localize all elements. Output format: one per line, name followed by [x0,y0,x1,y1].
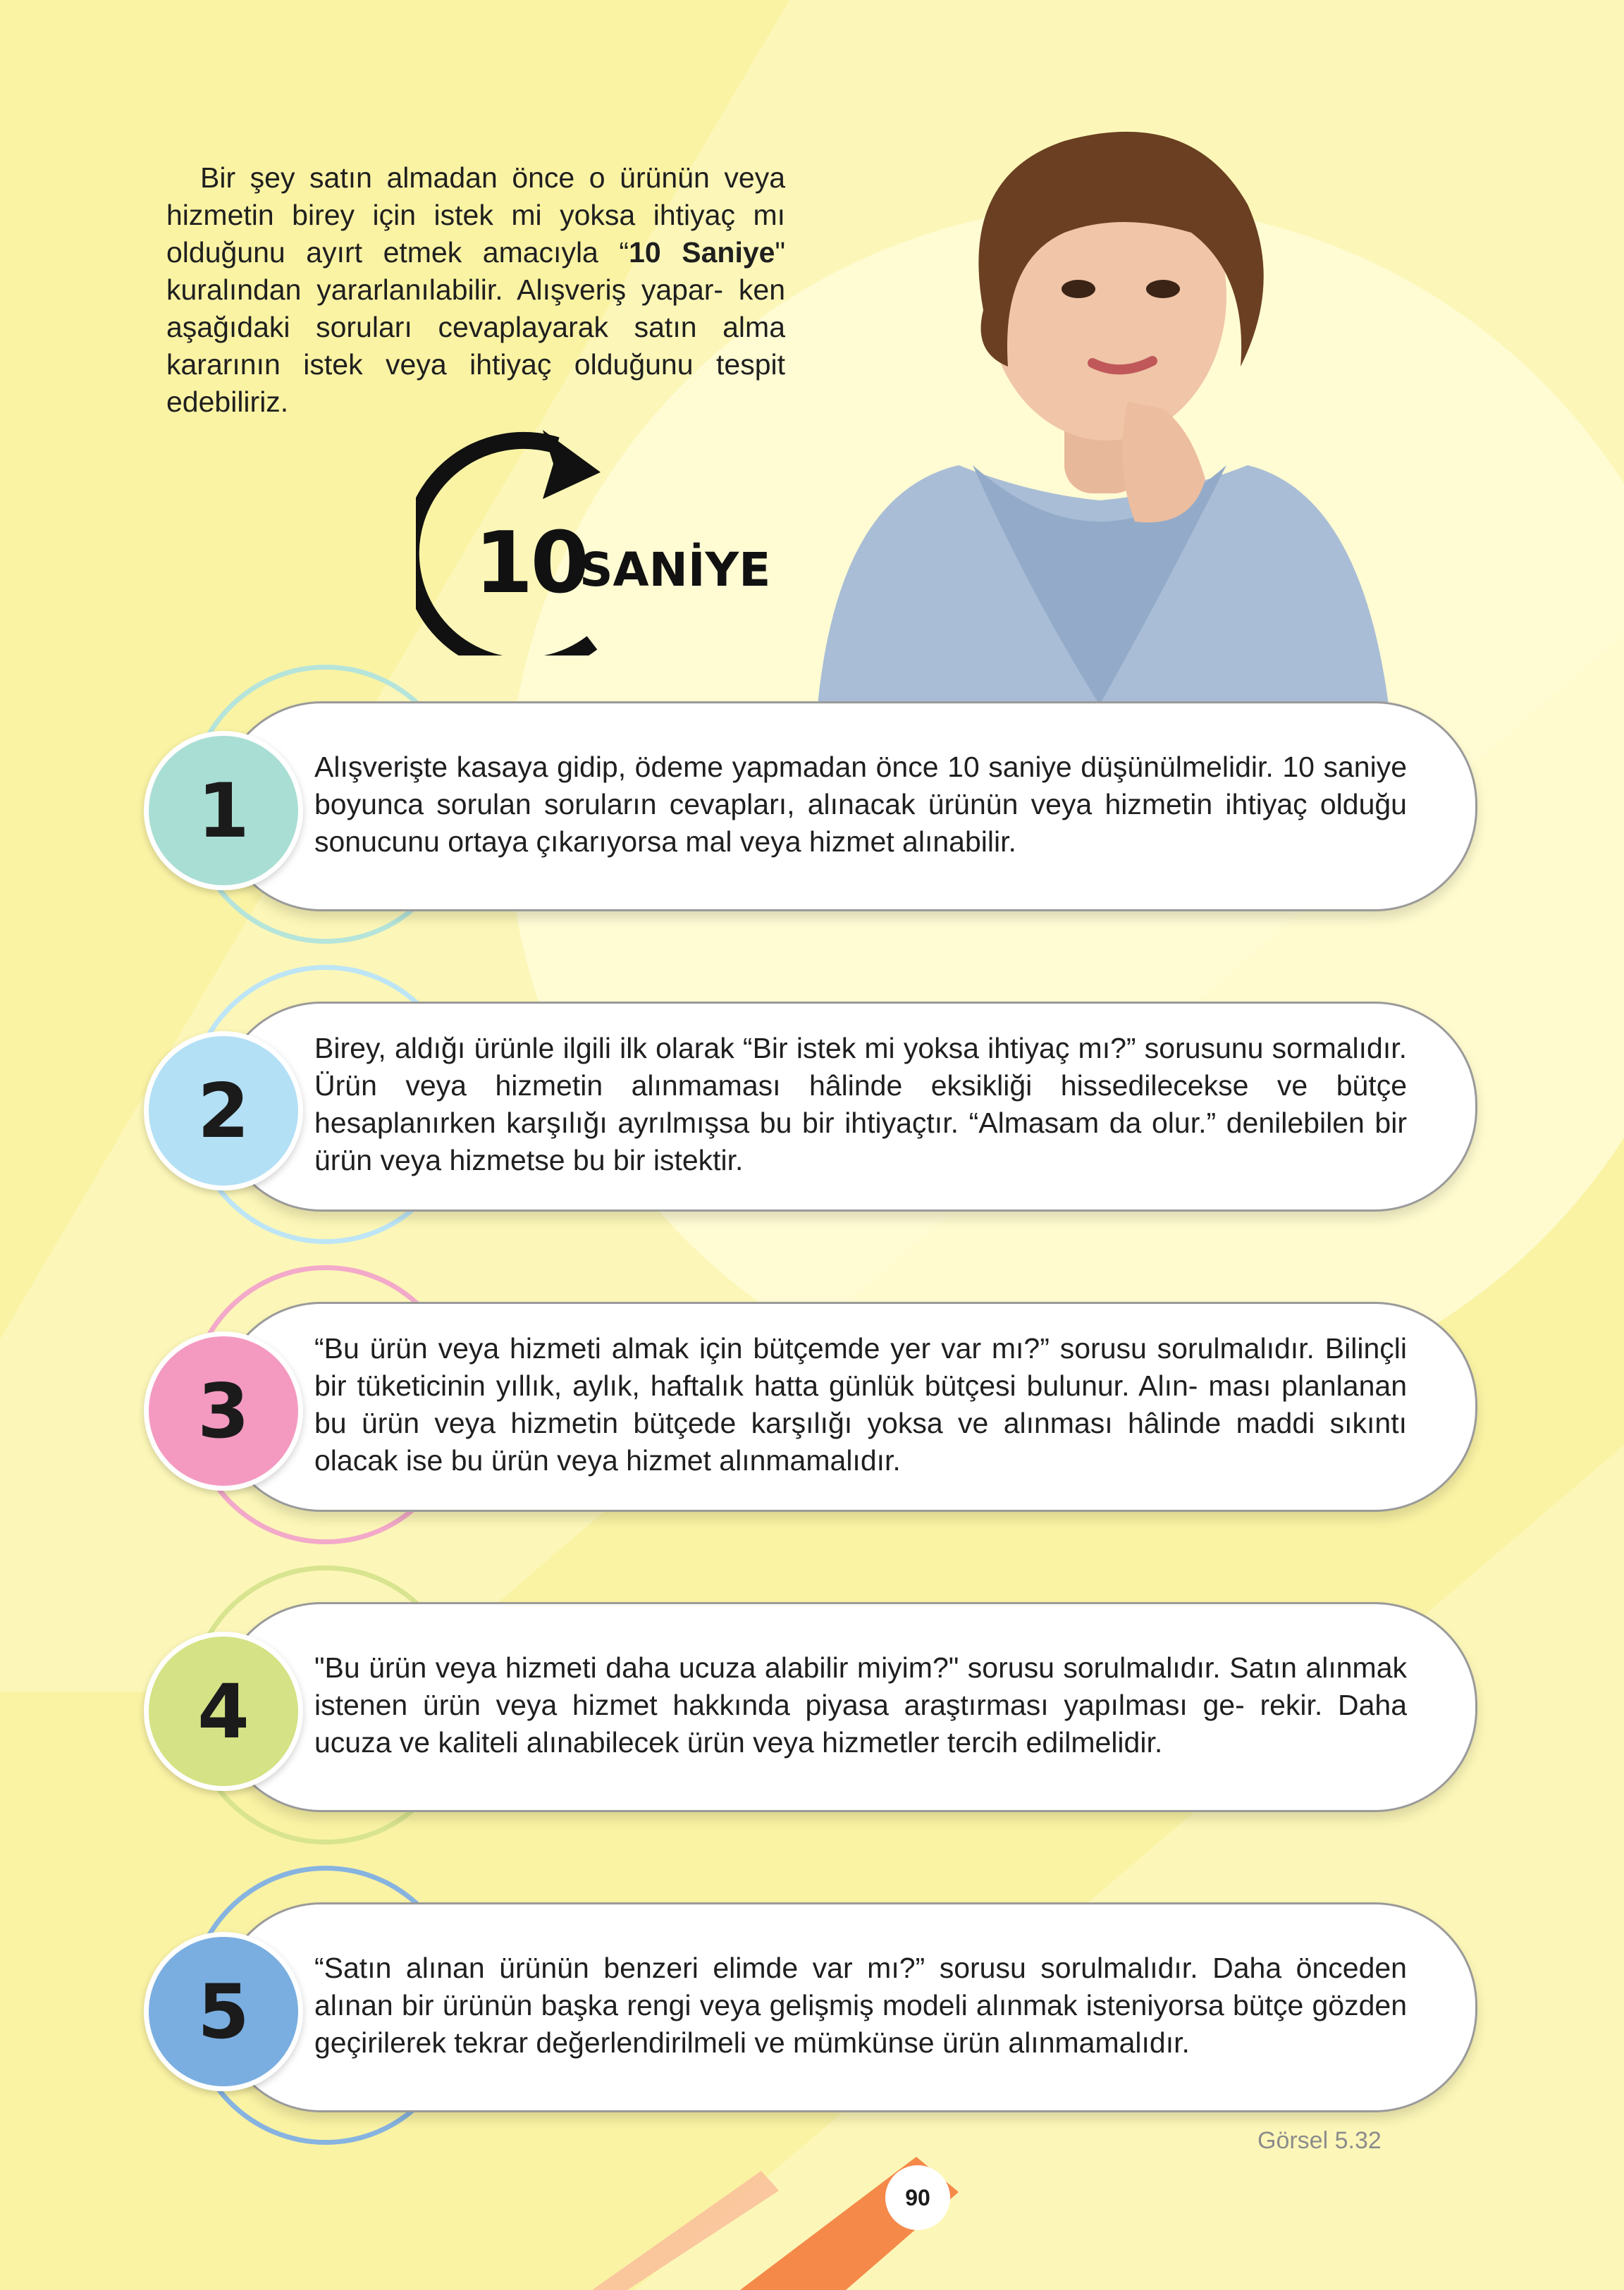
rule-text: Alışverişte kasaya gidip, ödeme yapmadan önce 10 saniye düşünülmelidir. 10 saniye boyunca sorulan soruların cevapları, alınacak ürünün veya hizmetin ihtiyaç olduğu sonucunu ortaya çıkarıyorsa mal veya hizmet alınabilir. [314,750,1407,858]
rule-item-4 [134,1602,1572,1814]
logo-number: 10 [474,515,586,612]
rule-item-1 [134,701,1572,913]
number-badge: 4 [144,1632,303,1791]
circular-arrow-icon [416,423,771,655]
number-badge: 2 [144,1031,303,1190]
number-badge: 5 [144,1932,303,2091]
number-badge: 3 [144,1331,303,1491]
rule-text: Birey, aldığı ürünle ilgili ilk olarak “Bir istek mi yoksa ihtiyaç mı?” sorusunu sormalıdır. Ürün veya hizmetin alınmaması hâlinde eksikliği hissedilecekse ve bütçe hesaplanırken karşılığı ayrılmışsa bu bir ihtiyaçtır. “Almasam da olur.” denilebilen bir ürün veya hizmetse bu bir istektir. [314,1032,1407,1176]
rule-item-5 [134,1902,1572,2114]
rule-text: “Bu ürün veya hizmeti almak için bütçemde yer var mı?” sorusu sorulmalıdır. Bilinçli bir tüketicinin yıllık, aylık, haftalık hatta günlük bütçesi bulunur. Alın- ması planlanan bu ürün veya hizmetin bütçede karşılığı yoksa ve alınması hâlinde maddi sıkıntı olacak ise bu ürün veya hizmet alınmamalıdır. [314,1332,1407,1477]
page-number: 90 [885,2165,950,2230]
rule-item-3 [134,1302,1572,1513]
figure-caption: Görsel 5.32 [1257,2127,1382,2154]
ten-seconds-logo [416,423,771,655]
rule-text: "Bu ürün veya hizmeti daha ucuza alabilir miyim?" sorusu sorulmalıdır. Satın alınmak istenen ürün veya hizmet hakkında piyasa araştırması yapılması ge- rekir. Daha ucuza ve kaliteli alınabilecek ürün veya hizmetler tercih edilmelidir. [314,1651,1407,1759]
intro-highlight: 10 Saniye [629,236,775,269]
number-badge: 1 [144,731,303,890]
rule-item-2 [134,1002,1572,1213]
woman-illustration [796,99,1403,705]
rule-text: “Satın alınan ürünün benzeri elimde var mı?” sorusu sorulmalıdır. Daha önceden alınan bir ürünün başka rengi veya gelişmiş modeli alınmak isteniyorsa bütçe gözden geçirilerek tekrar değerlendirilmeli ve mümkünse ürün alınmamalıdır. [314,1951,1407,2059]
intro-paragraph: Bir şey satın almadan önce o ürünün veya hizmetin birey için istek mi yoksa ihtiyaç mı olduğunu ayırt etmek amacıyla “10 Saniye" kuralından yararlanılabilir. Alışveriş yapar- ken aşağıdaki soruları cevaplayarak satın alma kararının istek veya ihtiyaç olduğunu tespit edebiliriz. [166,161,785,418]
logo-word: SANİYE [579,543,771,597]
